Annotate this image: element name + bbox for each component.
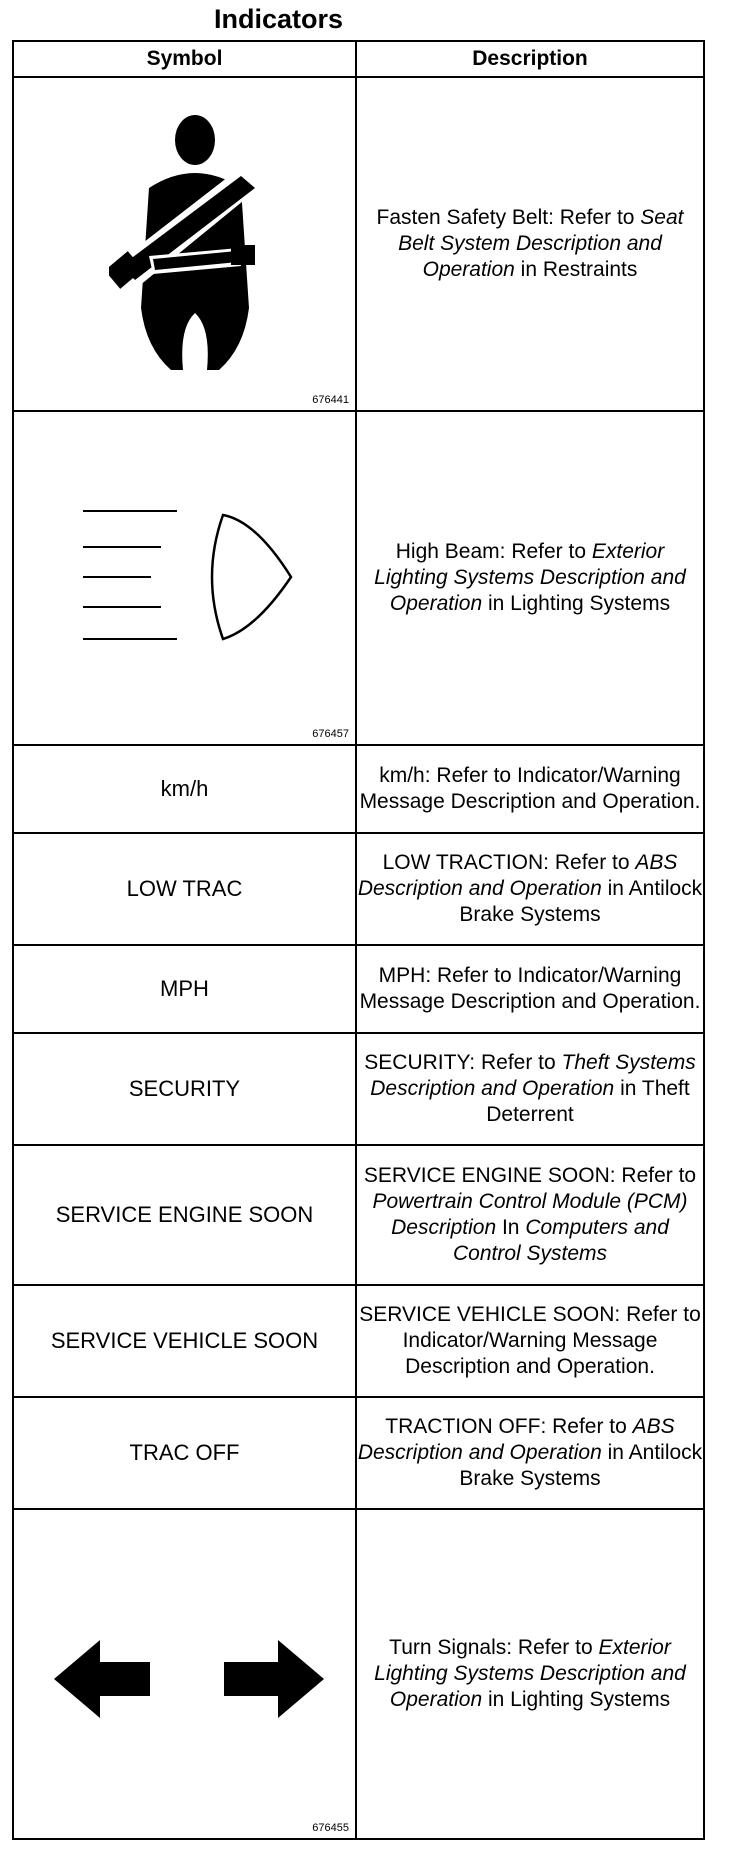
table-row (13, 1285, 704, 1397)
description-cell: SERVICE ENGINE SOON: Refer to Powertrain Control Module (PCM) Description In Computers and Control Systems (356, 1145, 704, 1285)
table-row (13, 745, 704, 833)
symbol-column-header: Symbol (13, 41, 356, 77)
description-cell: LOW TRACTION: Refer to ABS Description and Operation in Antilock Brake Systems (356, 833, 704, 945)
table-row (13, 945, 704, 1033)
symbol-cell: MPH (13, 945, 356, 1033)
table-row (13, 1145, 704, 1285)
turn-signal-arrows-icon (54, 1640, 324, 1718)
table-row (13, 411, 704, 745)
table-row (13, 833, 704, 945)
description-cell: SECURITY: Refer to Theft Systems Description and Operation in Theft Deterrent (356, 1033, 704, 1145)
description-cell: km/h: Refer to Indicator/Warning Message Description and Operation. (356, 745, 704, 833)
symbol-cell: LOW TRAC (13, 833, 356, 945)
symbol-cell: km/h (13, 745, 356, 833)
right-arrow-icon (224, 1640, 324, 1718)
symbol-cell: SERVICE ENGINE SOON (13, 1145, 356, 1285)
description-cell: MPH: Refer to Indicator/Warning Message Description and Operation. (356, 945, 704, 1033)
description-cell: SERVICE VEHICLE SOON: Refer to Indicator/Warning Message Description and Operation. (356, 1285, 704, 1397)
symbol-cell: SERVICE VEHICLE SOON (13, 1285, 356, 1397)
symbol-cell (13, 411, 356, 745)
seat-belt-icon (109, 108, 269, 373)
figure-reference-number: 676441 (312, 394, 349, 406)
description-cell: Turn Signals: Refer to Exterior Lighting Systems Description and Operation in Lighting Systems (356, 1509, 704, 1839)
description-cell: High Beam: Refer to Exterior Lighting Systems Description and Operation in Lighting Systems (356, 411, 704, 745)
figure-reference-number: 676455 (312, 1822, 349, 1834)
table-row (13, 1509, 704, 1839)
high-beam-icon (81, 507, 311, 647)
table-row (13, 77, 704, 411)
table-row (13, 1397, 704, 1509)
symbol-cell: SECURITY (13, 1033, 356, 1145)
page-title: Indicators (214, 4, 344, 34)
table-row (13, 1033, 704, 1145)
left-arrow-icon (54, 1640, 150, 1718)
description-column-header: Description (356, 41, 704, 77)
description-cell: TRACTION OFF: Refer to ABS Description and Operation in Antilock Brake Systems (356, 1397, 704, 1509)
description-cell: Fasten Safety Belt: Refer to Seat Belt System Description and Operation in Restraints (356, 77, 704, 411)
indicators-table (12, 40, 705, 1840)
symbol-cell: TRAC OFF (13, 1397, 356, 1509)
figure-reference-number: 676457 (312, 728, 349, 740)
symbol-cell (13, 1509, 356, 1839)
table-header-row (13, 41, 704, 77)
symbol-cell (13, 77, 356, 411)
